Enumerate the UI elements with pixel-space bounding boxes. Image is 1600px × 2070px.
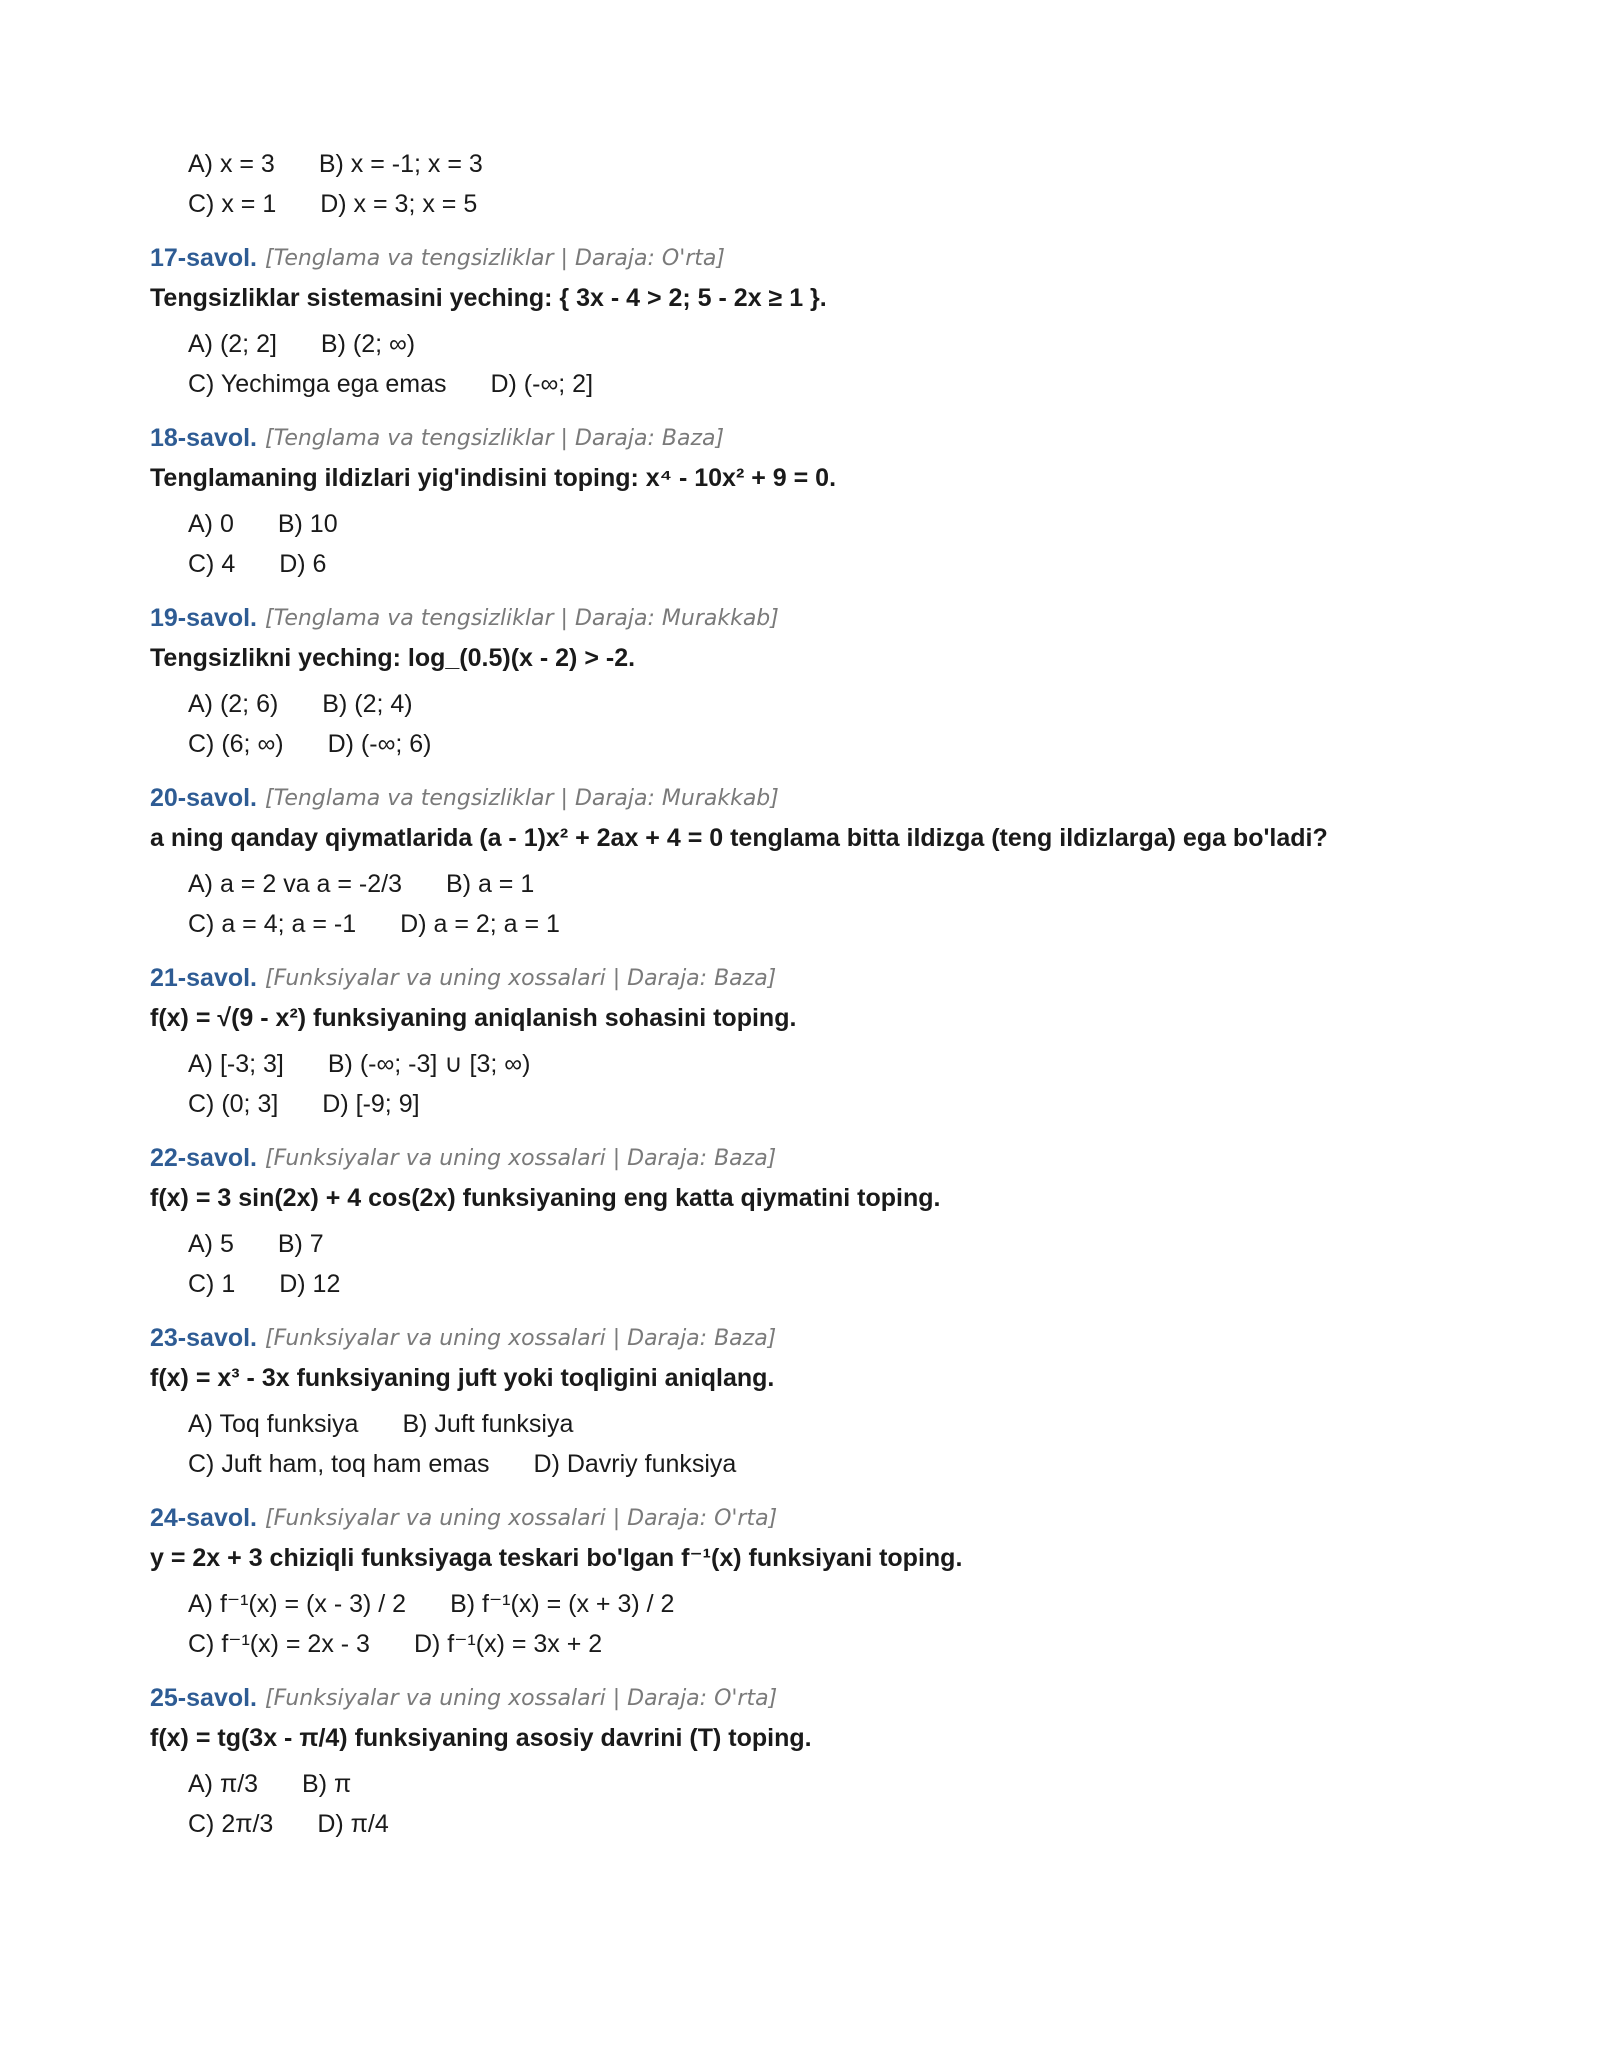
option-d: D) a = 2; a = 1 (400, 909, 560, 938)
option-row (150, 1804, 1480, 1844)
option-a: A) x = 3 (188, 149, 275, 178)
option-a: A) π/3 (188, 1769, 259, 1798)
question-meta: [Funksiyalar va uning xossalari | Daraja: O'rta] (265, 1685, 778, 1711)
option-c: C) a = 4; a = -1 (188, 909, 357, 938)
question-meta: [Funksiyalar va uning xossalari | Daraja: Baza] (265, 1145, 777, 1171)
option-row (150, 364, 1480, 404)
option-b: B) (2; ∞) (320, 329, 416, 358)
document-content (150, 144, 1480, 1844)
option-d: D) x = 3; x = 5 (320, 189, 478, 218)
option-d: D) 6 (279, 549, 327, 578)
option-row (150, 904, 1480, 944)
question-16-options (150, 144, 1480, 224)
question-number: 18-savol. (150, 423, 258, 452)
question-header (150, 958, 1480, 998)
question-header (150, 238, 1480, 278)
question-block (150, 778, 1480, 944)
option-d: D) (-∞; 2] (490, 369, 594, 398)
option-b: B) f⁻¹(x) = (x + 3) / 2 (450, 1590, 675, 1618)
question-header (150, 418, 1480, 458)
option-row (150, 144, 1480, 184)
option-c: C) 4 (188, 549, 236, 578)
option-a: A) (2; 6) (188, 689, 279, 718)
question-header (150, 598, 1480, 638)
option-a: A) 5 (188, 1229, 234, 1258)
question-list (150, 238, 1480, 1844)
option-row (150, 1084, 1480, 1124)
option-d: D) Davriy funksiya (533, 1449, 737, 1478)
option-a: A) Toq funksiya (188, 1409, 359, 1438)
question-text: y = 2x + 3 chiziqli funksiyaga teskari bo'lgan f⁻¹(x) funksiyani toping. (150, 1544, 963, 1572)
question-header (150, 1138, 1480, 1178)
option-row (150, 724, 1480, 764)
question-block (150, 1498, 1480, 1664)
option-c: C) 2π/3 (188, 1809, 274, 1838)
question-block (150, 598, 1480, 764)
option-a: A) f⁻¹(x) = (x - 3) / 2 (188, 1590, 407, 1618)
question-text: f(x) = √(9 - x²) funksiyaning aniqlanish sohasini toping. (150, 1003, 797, 1032)
question-meta: [Funksiyalar va uning xossalari | Daraja: Baza] (265, 1325, 777, 1351)
option-d: D) [-9; 9] (322, 1089, 420, 1118)
option-b: B) π (302, 1769, 352, 1798)
question-number: 19-savol. (150, 603, 258, 632)
option-row (150, 504, 1480, 544)
question-text: f(x) = tg(3x - π/4) funksiyaning asosiy davrini (T) toping. (150, 1723, 812, 1752)
question-meta: [Tenglama va tengsizliklar | Daraja: Murakkab] (265, 605, 779, 631)
question-header (150, 1678, 1480, 1718)
option-c: C) f⁻¹(x) = 2x - 3 (188, 1630, 370, 1658)
question-number: 21-savol. (150, 963, 258, 992)
question-text: a ning qanday qiymatlarida (a - 1)x² + 2ax + 4 = 0 tenglama bitta ildizga (teng ildizlarga) ega bo'ladi? (150, 823, 1328, 852)
question-block (150, 1138, 1480, 1304)
option-c: C) (0; 3] (188, 1089, 279, 1118)
question-number: 24-savol. (150, 1503, 258, 1532)
option-c: C) 1 (188, 1269, 236, 1298)
option-row (150, 1224, 1480, 1264)
question-header (150, 1498, 1480, 1538)
question-meta: [Funksiyalar va uning xossalari | Daraja: Baza] (265, 965, 777, 991)
question-header (150, 778, 1480, 818)
option-c: C) x = 1 (188, 189, 277, 218)
option-b: B) 7 (277, 1229, 324, 1258)
option-d: D) f⁻¹(x) = 3x + 2 (413, 1630, 603, 1658)
question-block (150, 1318, 1480, 1484)
option-row (150, 1764, 1480, 1804)
question-text: Tenglamaning ildizlari yig'indisini toping: x⁴ - 10x² + 9 = 0. (150, 463, 837, 492)
option-row (150, 1404, 1480, 1444)
question-number: 22-savol. (150, 1143, 258, 1172)
question-number: 17-savol. (150, 243, 258, 272)
option-row (150, 1264, 1480, 1304)
option-d: D) 12 (279, 1269, 341, 1298)
question-number: 23-savol. (150, 1323, 258, 1352)
question-block (150, 238, 1480, 404)
question-block (150, 418, 1480, 584)
option-b: B) x = -1; x = 3 (318, 149, 483, 178)
question-meta: [Tenglama va tengsizliklar | Daraja: Murakkab] (265, 785, 779, 811)
option-row (150, 864, 1480, 904)
question-text: Tengsizlikni yeching: log_(0.5)(x - 2) > -2. (150, 643, 636, 672)
option-b: B) a = 1 (446, 869, 535, 898)
question-meta: [Tenglama va tengsizliklar | Daraja: Baza] (265, 425, 725, 451)
question-meta: [Tenglama va tengsizliklar | Daraja: O'rta] (265, 245, 725, 271)
option-b: B) 10 (277, 509, 338, 538)
option-row (150, 1584, 1480, 1624)
option-c: C) Juft ham, toq ham emas (188, 1449, 490, 1478)
option-a: A) [-3; 3] (188, 1049, 284, 1078)
option-c: C) Yechimga ega emas (188, 369, 447, 398)
question-header (150, 1318, 1480, 1358)
option-b: B) (2; 4) (322, 689, 413, 718)
question-text: f(x) = x³ - 3x funksiyaning juft yoki toqligini aniqlang. (150, 1363, 775, 1392)
option-b: B) (-∞; -3] ∪ [3; ∞) (327, 1050, 531, 1078)
option-row (150, 684, 1480, 724)
question-meta: [Funksiyalar va uning xossalari | Daraja: O'rta] (265, 1505, 778, 1531)
option-d: D) π/4 (317, 1809, 389, 1838)
option-row (150, 184, 1480, 224)
option-row (150, 324, 1480, 364)
option-row (150, 1044, 1480, 1084)
option-a: A) 0 (188, 509, 234, 538)
question-number: 20-savol. (150, 783, 258, 812)
option-b: B) Juft funksiya (402, 1409, 574, 1438)
option-row (150, 544, 1480, 584)
option-a: A) a = 2 va a = -2/3 (188, 869, 403, 898)
question-block (150, 1678, 1480, 1844)
option-row (150, 1444, 1480, 1484)
option-c: C) (6; ∞) (188, 729, 284, 758)
option-row (150, 1624, 1480, 1664)
question-text: f(x) = 3 sin(2x) + 4 cos(2x) funksiyaning eng katta qiymatini toping. (150, 1183, 941, 1212)
option-a: A) (2; 2] (188, 329, 277, 358)
option-d: D) (-∞; 6) (327, 729, 432, 758)
question-block (150, 958, 1480, 1124)
question-number: 25-savol. (150, 1683, 258, 1712)
question-text: Tengsizliklar sistemasini yeching: { 3x - 4 > 2; 5 - 2x ≥ 1 }. (150, 283, 827, 312)
